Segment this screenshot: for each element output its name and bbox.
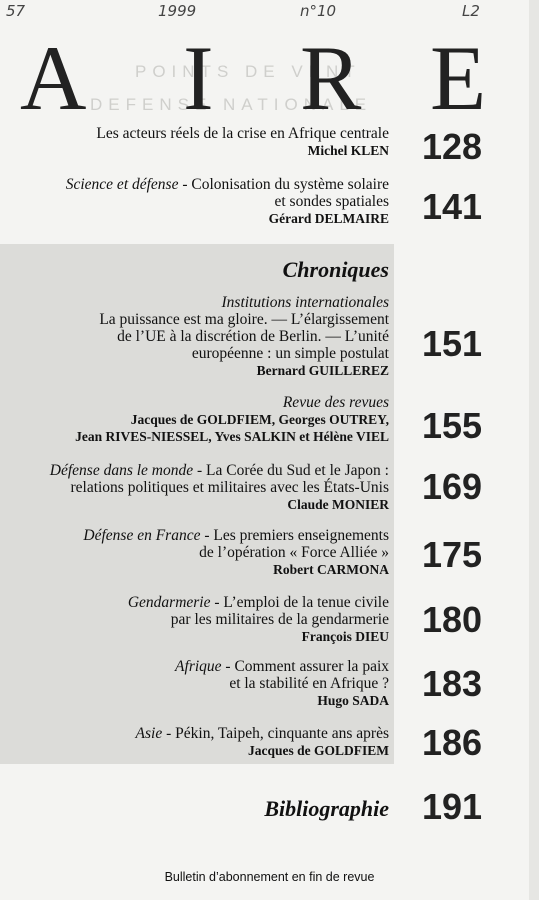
entry-line: Pékin, Taipeh, cinquante ans après [175,725,389,742]
chroniques-heading: Chroniques [282,257,389,282]
page-number: 151 [422,323,483,364]
entry-line: de l’UE à la discrétion de Berlin. — L’unité [117,328,389,345]
handwritten-note-2: 1999 [158,2,197,20]
entry-section: Revue des revues [282,394,389,411]
journal-letter-i: I [183,27,214,129]
entry-section: Afrique [175,658,222,675]
entry-author: Bernard GUILLEREZ [256,363,389,378]
entry-line: relations politiques et militaires avec les États-Unis [70,479,389,496]
ghost-line-1: POINTS DE VENT [135,62,361,81]
toc-entry [0,394,389,445]
entry-section: Défense en France [83,527,201,544]
page-number: 180 [422,599,483,640]
handwritten-note-3: n°10 [300,2,337,20]
page-number: 183 [422,663,483,704]
toc-entry: Défense dans le monde - La Corée du Sud et le Japon : relations politiques et militaires avec les États-Unis Claude MONIER [0,462,389,513]
entry-line: de l’opération « Force Alliée » [199,544,389,561]
page-number: 128 [422,126,483,167]
entry-line: Comment assurer la paix [234,658,389,675]
page-edge [529,0,539,900]
toc-entry [9,125,389,159]
toc-entry [9,294,389,379]
entry-author: Jacques de GOLDFIEM [247,743,389,758]
toc-entry: Science et défense - Colonisation du système solaire et sondes spatiales Gérard DELMAIRE [9,176,389,227]
entry-author: Michel KLEN [307,143,389,158]
handwritten-note-1: 57 [6,2,26,20]
entry-author: Jean RIVES-NIESSEL, Yves SALKIN et Hélène VIEL [75,429,389,444]
entry-section: Défense dans le monde [49,462,194,479]
entry-author: Hugo SADA [317,693,389,708]
entry-author: Claude MONIER [287,497,389,512]
entry-line: européenne : un simple postulat [191,345,389,362]
page-number: 175 [422,534,483,575]
entry-line: Les premiers enseignements [213,527,389,544]
page-number: 186 [422,722,483,763]
page-number: 191 [422,786,483,827]
journal-letter-a: A [20,27,87,129]
handwritten-note-4: L2 [462,2,480,20]
entry-line: L’emploi de la tenue civile [223,594,389,611]
entry-section: Gendarmerie [127,594,211,611]
ghost-line-2: DEFENSE NATIONALE [90,95,373,114]
journal-letter-r: R [300,27,362,129]
toc-entry: Gendarmerie - L’emploi de la tenue civile par les militaires de la gendarmerie François DIEU [9,594,389,645]
page-number: 155 [422,405,483,446]
journal-letter-e: E [430,27,487,129]
entry-line: et la stabilité en Afrique ? [229,675,389,692]
page-number: 169 [422,466,483,507]
page-number: 141 [422,186,483,227]
entry-line: La Corée du Sud et le Japon : [206,462,389,479]
footer-note: Bulletin d’abonnement en fin de revue [164,870,375,884]
toc-entry: Défense en France - Les premiers enseignements de l’opération « Force Alliée » Robert CARMONA [9,527,389,578]
entry-line: La puissance est ma gloire. — L’élargissement [99,311,389,328]
entry-title: Les acteurs réels de la crise en Afrique centrale [96,125,389,142]
entry-author: Robert CARMONA [273,562,389,577]
entry-section: Asie [135,725,163,742]
entry-author: Jacques de GOLDFIEM, Georges OUTREY, [130,412,389,427]
toc-entry: Asie - Pékin, Taipeh, cinquante ans après Jacques de GOLDFIEM [9,725,389,759]
bibliographie-heading: Bibliographie [264,796,389,821]
entry-section: Science et défense [65,176,179,193]
entry-author: François DIEU [301,629,389,644]
toc-entry: Afrique - Comment assurer la paix et la stabilité en Afrique ? Hugo SADA [9,658,389,709]
entry-author: Gérard DELMAIRE [268,211,389,226]
entry-line: par les militaires de la gendarmerie [170,611,389,628]
entry-section: Institutions internationales [221,294,389,311]
